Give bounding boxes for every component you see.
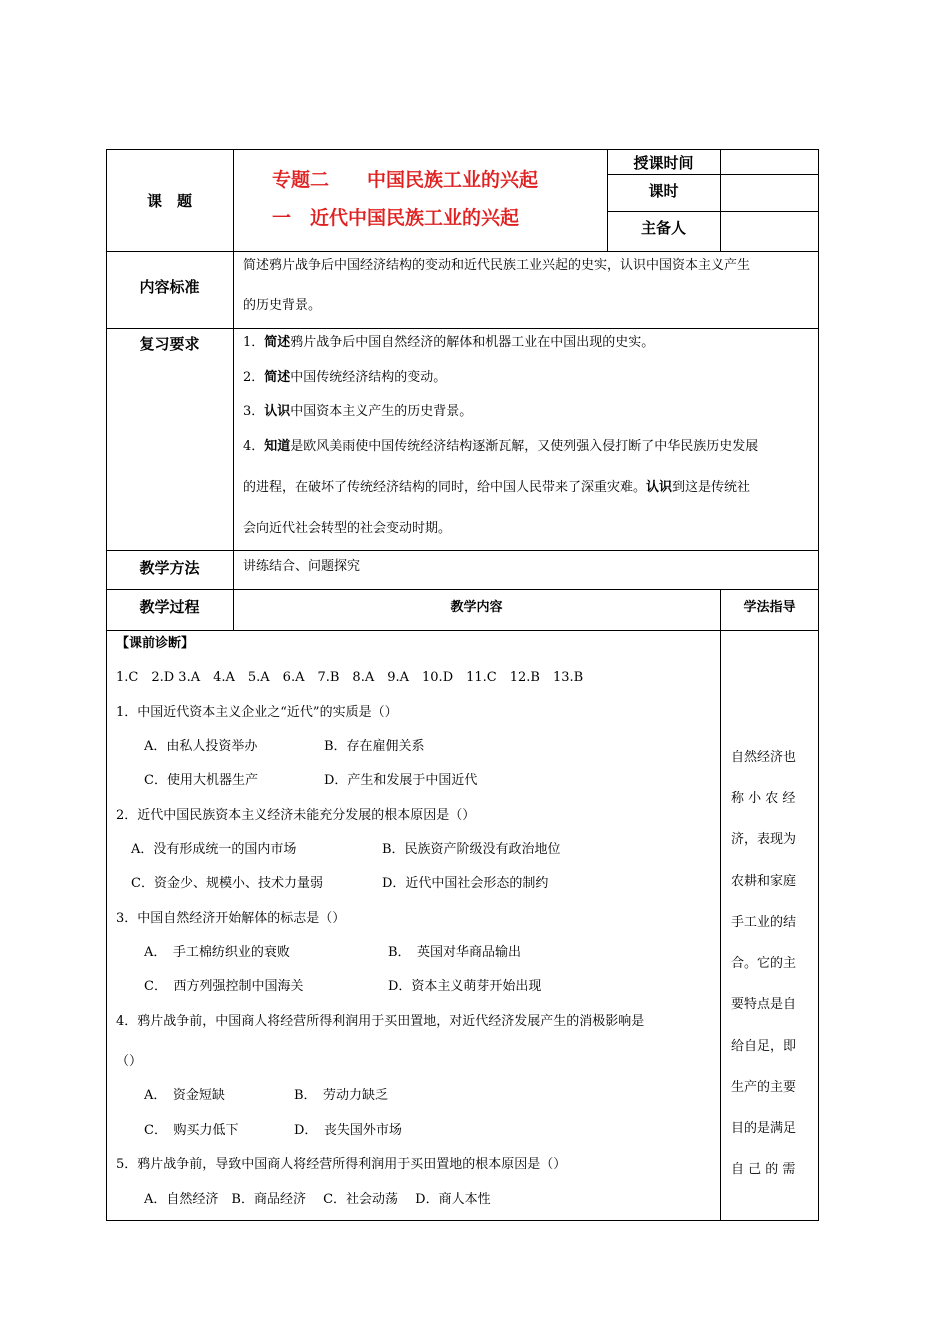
guide-line: 给自足，即 <box>731 1039 797 1054</box>
lesson-title-line1: 专题二 中国民族工业的兴起 <box>272 169 539 191</box>
q3-option-a: A． 手工棉纺织业的衰败 <box>144 945 290 960</box>
section-title: 【课前诊断】 <box>116 636 195 651</box>
item-text: 鸦片战争后中国自然经济的解体和机器工业在中国出现的史实。 <box>290 335 655 350</box>
q1-option-a: A．由私人投资举办 <box>144 739 258 754</box>
q5-options: A．自然经济 B．商品经济 C．社会动荡 D．商人本性 <box>144 1192 491 1207</box>
review-item-3 <box>243 402 472 422</box>
q2-option-d: D．近代中国社会形态的制约 <box>382 876 549 891</box>
method-value: 讲练结合、问题探究 <box>243 559 361 574</box>
q4-option-d: D． 丧失国外市场 <box>294 1123 402 1138</box>
question-5: 5．鸦片战争前，导致中国商人将经营所得利润用于买田置地的根本原因是（） <box>116 1157 567 1172</box>
guide-line: 目的是满足 <box>731 1121 797 1136</box>
q2-option-c: C．资金少、规模小、技术力量弱 <box>131 876 323 891</box>
content-standard-label: 内容标准 <box>139 278 200 296</box>
question-1: 1．中国近代资本主义企业之“近代”的实质是（） <box>116 705 398 720</box>
content-standard-line2: 的历史背景。 <box>243 298 322 313</box>
q1-option-c: C．使用大机器生产 <box>144 773 258 788</box>
item-text: 的进程，在破坏了传统经济结构的同时，给中国人民带来了深重灾难。 <box>243 480 647 495</box>
teach-time-label: 授课时间 <box>633 154 694 172</box>
preparer-label: 主备人 <box>640 219 686 237</box>
review-item-4-cont <box>243 478 750 498</box>
row-divider <box>106 589 819 590</box>
question-4-cont: （） <box>116 1054 143 1069</box>
item-number: 3． <box>243 404 265 419</box>
review-label: 复习要求 <box>139 335 200 353</box>
guide-line: 手工业的结 <box>731 915 797 930</box>
item-text: 到这是传统社 <box>672 480 751 495</box>
col-divider <box>720 589 721 1221</box>
guide-line: 自 己 的 需 <box>731 1162 796 1177</box>
question-2: 2．近代中国民族资本主义经济未能充分发展的根本原因是（） <box>116 808 476 823</box>
guide-line: 自然经济也 <box>731 750 797 765</box>
item-verb: 简述 <box>264 335 291 350</box>
content-standard-line1: 简述鸦片战争后中国经济结构的变动和近代民族工业兴起的史实，认识中国资本主义产生 <box>243 258 751 273</box>
q1-option-b: B．存在雇佣关系 <box>324 739 425 754</box>
review-item-4 <box>243 437 758 457</box>
period-label: 课时 <box>648 182 679 200</box>
subject-label: 课 题 <box>146 192 192 210</box>
review-item-2 <box>243 368 446 388</box>
q1-option-d: D．产生和发展于中国近代 <box>324 773 478 788</box>
answer-key: 1.C 2.D 3.A 4.A 5.A 6.A 7.B 8.A 9.A 10.D 11.C 12.B 13.B <box>116 670 584 685</box>
item-text: 是欧风美雨使中国传统经济结构逐渐瓦解，又使列强入侵打断了中华民族历史发展 <box>290 439 759 454</box>
q4-option-b: B． 劳动力缺乏 <box>294 1088 389 1103</box>
item-number: 1． <box>243 335 265 350</box>
q4-option-a: A． 资金短缺 <box>144 1088 225 1103</box>
item-verb: 认识 <box>264 404 291 419</box>
item-text: 中国传统经济结构的变动。 <box>290 370 447 385</box>
row-divider <box>607 174 819 175</box>
row-divider <box>106 630 819 631</box>
q3-option-d: D．资本主义萌芽开始出现 <box>388 979 542 994</box>
guide-line: 合。它的主 <box>731 956 797 971</box>
review-item-4-cont2: 会向近代社会转型的社会变动时期。 <box>243 521 452 536</box>
guide-line: 生产的主要 <box>731 1080 797 1095</box>
q4-option-c: C． 购买力低下 <box>144 1123 239 1138</box>
method-label: 教学方法 <box>139 559 200 577</box>
guide-line: 要特点是自 <box>731 997 797 1012</box>
guide-line: 农耕和家庭 <box>731 874 797 889</box>
item-number: 4． <box>243 439 265 454</box>
item-number: 2． <box>243 370 265 385</box>
q3-option-c: C． 西方列强控制中国海关 <box>144 979 304 994</box>
q3-option-b: B． 英国对华商品输出 <box>388 945 522 960</box>
review-item-1 <box>243 333 654 353</box>
row-divider <box>607 211 819 212</box>
question-3: 3．中国自然经济开始解体的标志是（） <box>116 911 346 926</box>
row-divider <box>106 550 819 551</box>
item-verb: 知道 <box>264 439 291 454</box>
guide-header: 学法指导 <box>743 600 796 615</box>
item-verb: 简述 <box>264 370 291 385</box>
lesson-title-line2: 一 近代中国民族工业的兴起 <box>272 207 520 229</box>
row-divider <box>106 328 819 329</box>
process-label: 教学过程 <box>139 598 200 616</box>
col-divider <box>720 149 721 251</box>
q2-option-a: A．没有形成统一的国内市场 <box>131 842 297 857</box>
item-verb: 认识 <box>646 480 673 495</box>
content-header: 教学内容 <box>450 600 503 615</box>
col-divider <box>233 149 234 630</box>
guide-line: 称 小 农 经 <box>731 791 796 806</box>
q2-option-b: B．民族资产阶级没有政治地位 <box>382 842 561 857</box>
item-text: 中国资本主义产生的历史背景。 <box>290 404 473 419</box>
row-divider <box>106 251 819 252</box>
question-4: 4．鸦片战争前，中国商人将经营所得利润用于买田置地，对近代经济发展产生的消极影响是 <box>116 1014 645 1029</box>
guide-line: 济，表现为 <box>731 832 797 847</box>
